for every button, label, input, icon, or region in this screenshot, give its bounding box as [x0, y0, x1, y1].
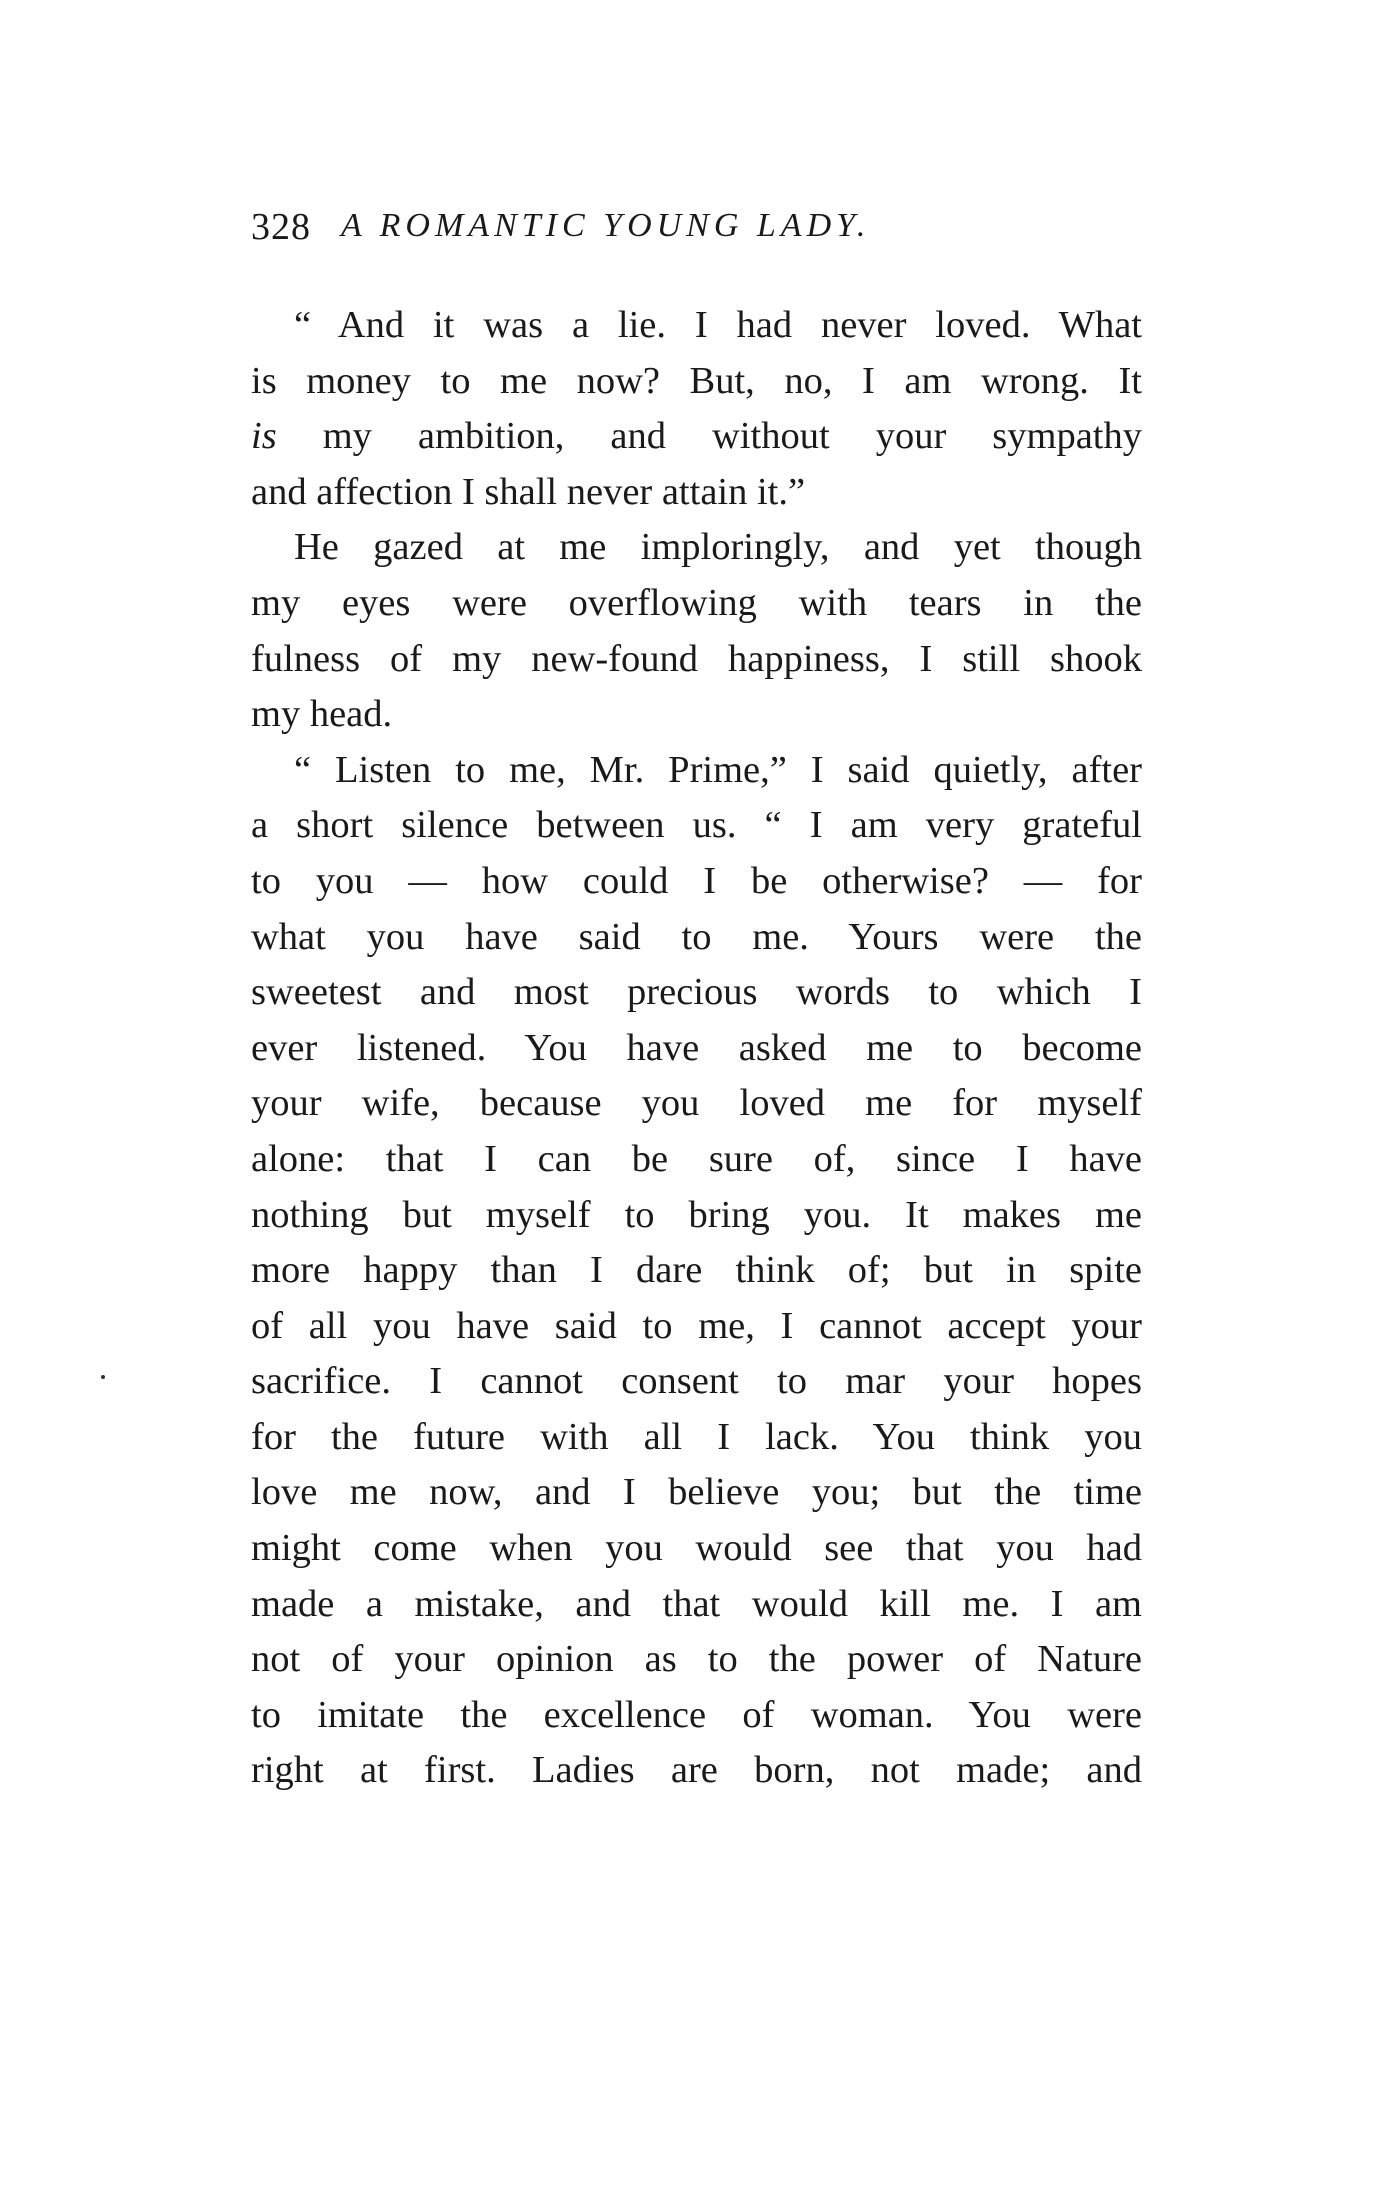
text-line: a short silence between us. “ I am very grateful	[251, 804, 1142, 847]
text-line: fulness of my new-found happiness, I still shook	[251, 637, 1142, 680]
text-line: is money to me now? But, no, I am wrong. It	[251, 359, 1142, 402]
text-line: my head.	[251, 693, 393, 736]
text-line: He gazed at me imploringly, and yet though	[294, 526, 1142, 569]
text-line: ever listened. You have asked me to become	[251, 1026, 1142, 1069]
text-line: right at first. Ladies are born, not made; and	[251, 1749, 1142, 1792]
text-line: and affection I shall never attain it.”	[251, 470, 806, 513]
text-line: “ And it was a lie. I had never loved. What	[294, 304, 1142, 346]
text-line: made a mistake, and that would kill me. I am	[251, 1582, 1142, 1625]
page-number: 328	[251, 206, 311, 248]
text-line: my eyes were overflowing with tears in the	[251, 581, 1142, 624]
text-line: “ Listen to me, Mr. Prime,” I said quietly, after	[294, 748, 1142, 791]
text-line: of all you have said to me, I cannot accept your	[251, 1304, 1142, 1347]
text-line: what you have said to me. Yours were the	[251, 915, 1142, 958]
text-line: alone: that I can be sure of, since I have	[251, 1137, 1142, 1180]
text-line: to imitate the excellence of woman. You were	[251, 1693, 1142, 1736]
text-line: might come when you would see that you had	[251, 1527, 1142, 1570]
body-text	[251, 298, 1142, 1799]
margin-speck	[101, 1375, 105, 1379]
emphasis-word: is	[251, 415, 277, 458]
text-line: for the future with all I lack. You think you	[251, 1415, 1142, 1458]
text-line: more happy than I dare think of; but in spite	[251, 1249, 1142, 1292]
running-title: A ROMANTIC YOUNG LADY.	[341, 207, 871, 244]
text-line: not of your opinion as to the power of Nature	[251, 1638, 1142, 1681]
text-line: sacrifice. I cannot consent to mar your hopes	[251, 1360, 1142, 1403]
text-line: your wife, because you loved me for myself	[251, 1082, 1142, 1125]
text-line: to you — how could I be otherwise? — for	[251, 859, 1142, 902]
page-header	[251, 205, 1151, 265]
text-line: nothing but myself to bring you. It makes me	[251, 1193, 1142, 1236]
text-line: love me now, and I believe you; but the time	[251, 1471, 1142, 1514]
text-line: is my ambition, and without your sympathy	[251, 415, 1142, 458]
text-line: sweetest and most precious words to which I	[251, 971, 1142, 1014]
